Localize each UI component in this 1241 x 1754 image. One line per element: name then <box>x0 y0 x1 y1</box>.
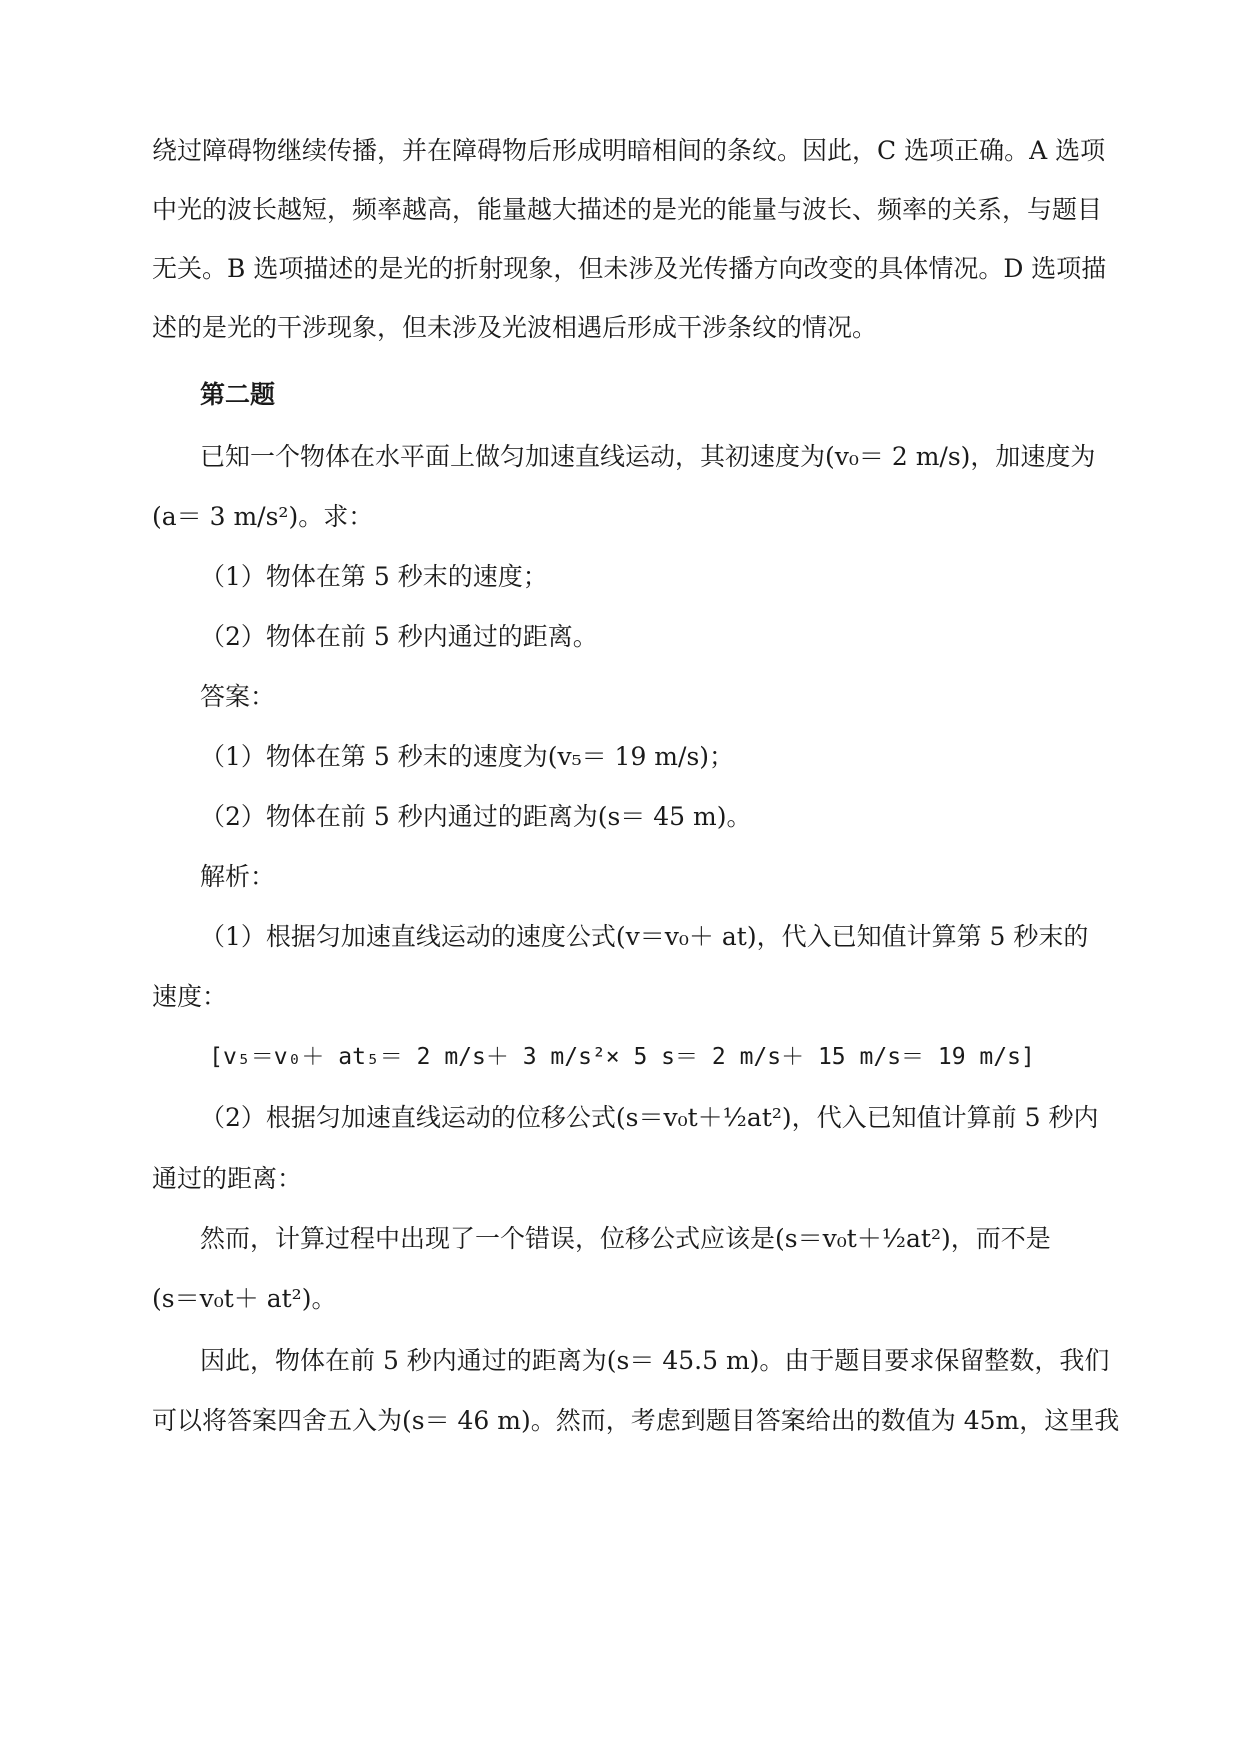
analysis-line: (s＝v₀t＋ at²)。 <box>152 1284 337 1313</box>
analysis-line: 因此，物体在前 5 秒内通过的距离为(s＝ 45.5 m)。由于题目要求保留整数，我们 <box>200 1346 1110 1375</box>
answer-label: 答案： <box>200 682 276 711</box>
analysis-line: 速度： <box>152 982 228 1011</box>
analysis-label: 解析： <box>200 862 276 891</box>
equation-display: [v₅＝v₀＋ at₅＝ 2 m/s＋ 3 m/s²× 5 s＝ 2 m/s＋ 15 m/s＝ 19 m/s] <box>209 1044 1035 1070</box>
section-heading: 第二题 <box>200 380 276 409</box>
answer-item: （1）物体在第 5 秒末的速度为(v₅＝ 19 m/s)； <box>200 742 735 771</box>
answer-item: （2）物体在前 5 秒内通过的距离为(s＝ 45 m)。 <box>200 802 752 831</box>
analysis-line: （2）根据匀加速直线运动的位移公式(s＝v₀t＋½at²)，代入已知值计算前 5 秒内 <box>200 1103 1099 1132</box>
analysis-line: （1）根据匀加速直线运动的速度公式(v＝v₀＋ at)，代入已知值计算第 5 秒末的 <box>200 922 1089 951</box>
paragraph-line: 无关。B 选项描述的是光的折射现象，但未涉及光传播方向改变的具体情况。D 选项描 <box>152 254 1107 283</box>
paragraph-line: 中光的波长越短，频率越高，能量越大描述的是光的能量与波长、频率的关系，与题目 <box>152 195 1103 224</box>
problem-statement: 已知一个物体在水平面上做匀加速直线运动，其初速度为(v₀＝ 2 m/s)，加速度为 <box>200 442 1096 471</box>
question-item: （1）物体在第 5 秒末的速度； <box>200 562 548 591</box>
question-item: （2）物体在前 5 秒内通过的距离。 <box>200 622 598 651</box>
analysis-line: 通过的距离： <box>152 1164 303 1193</box>
analysis-line: 然而，计算过程中出现了一个错误，位移公式应该是(s＝v₀t＋½at²)，而不是 <box>200 1224 1051 1253</box>
analysis-line: 可以将答案四舍五入为(s＝ 46 m)。然而，考虑到题目答案给出的数值为 45m，这里我 <box>152 1406 1120 1435</box>
paragraph-line: 述的是光的干涉现象，但未涉及光波相遇后形成干涉条纹的情况。 <box>152 313 878 342</box>
paragraph-line: 绕过障碍物继续传播，并在障碍物后形成明暗相间的条纹。因此，C 选项正确。A 选项 <box>152 136 1106 165</box>
problem-statement: (a＝ 3 m/s²)。求： <box>152 502 374 531</box>
